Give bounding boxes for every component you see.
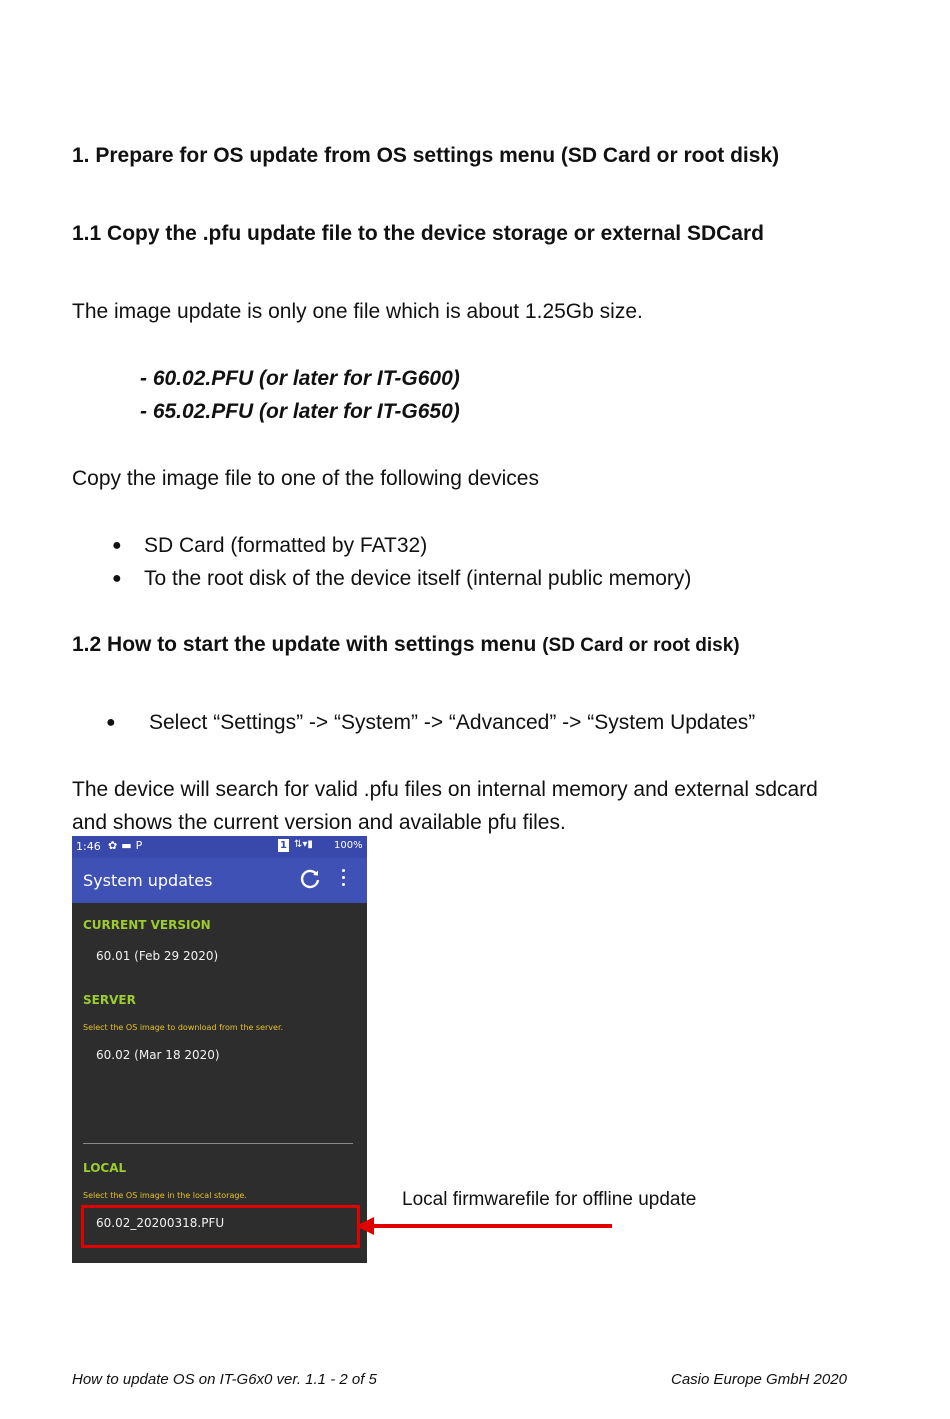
divider bbox=[83, 1143, 353, 1144]
heading-start-update-suffix: (SD Card or root disk) bbox=[542, 635, 740, 656]
more-options-icon[interactable] bbox=[340, 869, 346, 889]
local-label: LOCAL bbox=[83, 1161, 127, 1175]
annotation-caption: Local firmwarefile for offline update bbox=[402, 1189, 697, 1210]
status-bar bbox=[72, 836, 367, 858]
refresh-icon[interactable] bbox=[298, 867, 322, 891]
current-version-value: 60.01 (Feb 29 2020) bbox=[96, 949, 219, 963]
search-paragraph-line-2: and shows the current version and available pfu files. bbox=[72, 811, 566, 834]
local-file-highlight bbox=[81, 1205, 360, 1248]
current-version-label: CURRENT VERSION bbox=[83, 918, 211, 932]
bullet-icon: ● bbox=[112, 537, 122, 554]
bullet-icon: ● bbox=[112, 570, 122, 587]
status-battery: 100% bbox=[334, 840, 363, 851]
file-item-g650: - 65.02.PFU (or later for IT-G650) bbox=[140, 400, 460, 423]
intro-paragraph: The image update is only one file which is about 1.25Gb size. bbox=[72, 300, 643, 323]
server-label: SERVER bbox=[83, 993, 136, 1007]
local-image-option[interactable]: 60.02_20200318.PFU bbox=[96, 1216, 225, 1230]
app-bar bbox=[72, 858, 367, 903]
status-time: 1:46 bbox=[76, 840, 101, 853]
heading-start-update-main: 1.2 How to start the update with settings menu bbox=[72, 633, 537, 656]
device-list-item bbox=[112, 567, 691, 591]
footer-right: Casio Europe GmbH 2020 bbox=[671, 1371, 847, 1388]
footer-left: How to update OS on IT-G6x0 ver. 1.1 - 2 of 5 bbox=[72, 1371, 377, 1388]
device-label: SD Card (formatted by FAT32) bbox=[144, 534, 428, 557]
file-item-g600: - 60.02.PFU (or later for IT-G600) bbox=[140, 367, 460, 390]
phone-screenshot bbox=[72, 836, 367, 1263]
heading-prepare: 1. Prepare for OS update from OS settings menu (SD Card or root disk) bbox=[72, 144, 780, 167]
arrow-icon bbox=[356, 1214, 616, 1238]
select-step-text: Select “Settings” -> “System” -> “Advanced” -> “System Updates” bbox=[149, 711, 756, 734]
server-image-option[interactable]: 60.02 (Mar 18 2020) bbox=[96, 1048, 220, 1062]
server-description: Select the OS image to download from the server. bbox=[83, 1023, 284, 1032]
sim-icon: 1 bbox=[278, 839, 289, 852]
status-notification-icons: ✿▬P bbox=[108, 839, 147, 852]
signal-wifi-icon: ⇅▾▮ bbox=[294, 839, 313, 850]
search-paragraph-line-1: The device will search for valid .pfu files on internal memory and external sdcard bbox=[72, 778, 818, 801]
bullet-icon: ● bbox=[106, 714, 116, 731]
device-list-item bbox=[112, 534, 427, 558]
copy-paragraph: Copy the image file to one of the following devices bbox=[72, 467, 539, 490]
heading-copy-file: 1.1 Copy the .pfu update file to the device storage or external SDCard bbox=[72, 222, 764, 245]
app-title: System updates bbox=[83, 871, 213, 890]
device-label: To the root disk of the device itself (internal public memory) bbox=[144, 567, 692, 590]
heading-start-update bbox=[72, 633, 740, 657]
select-step-item bbox=[106, 711, 755, 735]
local-description: Select the OS image in the local storage. bbox=[83, 1191, 247, 1200]
